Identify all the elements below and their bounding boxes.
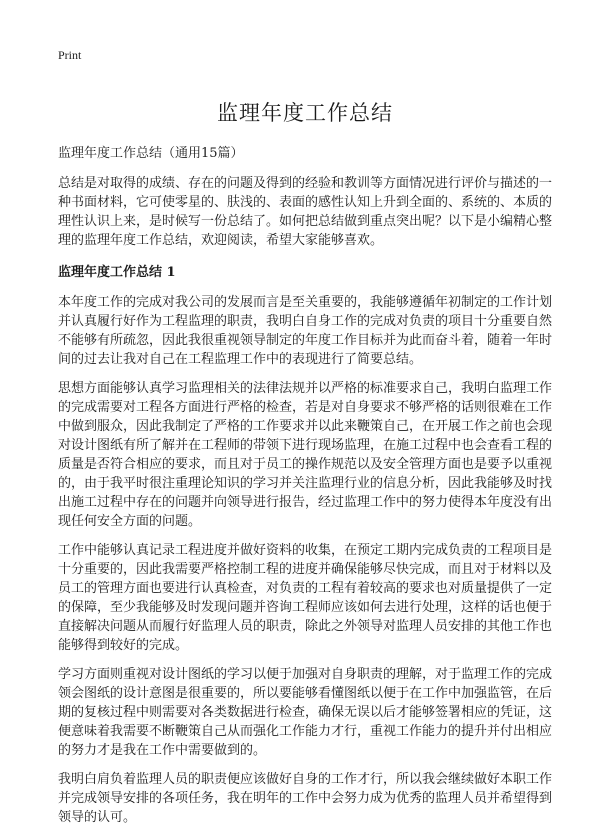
body-paragraph-2: 思想方面能够认真学习监理相关的法律法规并以严格的标准要求自己，我明白监理工作的完成需要对工程各方面进行严格的检查，若是对自身要求不够严格的话则很难在工作中做到服众，因此我制定了严格的工作要求并以此来鞭策自己，在开展工作之前也会现对设计图纸有所了解并在工程师的带领下进行现场监理，在施工过程中也会查看工程的质量是否符合相应的要求，而且对于员工的操作规范以及安全管理方面也是要予以重视的，由于我平时很注重理论知识的学习并关注监理行业的信息分析，因此我能够及时找出施工过程中存在的问题并向领导进行报告，经过监理工作中的努力使得本年度没有出现任何安全方面的问题。 (58, 381, 553, 529)
body-paragraph-3: 工作中能够认真记录工程进度并做好资料的收集，在预定工期内完成负责的工程项目是十分重要的，因此我需要严格控制工程的进度并确保能够尽快完成，而且对于材料以及员工的管理方面也要进行认真检查，对负责的工程有着较高的要求也对质量提供了一定的保障，至少我能够及时发现问题并咨询工程师应该如何去进行处理，这样的话也便于直接解决问题从而履行好监理人员的职责，除此之外领导对监理人员安排的其他工作也能够得到较好的完成。 (58, 543, 553, 653)
body-paragraph-1: 本年度工作的完成对我公司的发展而言是至关重要的，我能够遵循年初制定的工作计划并认真履行好作为工程监理的职责，我明白自身工作的完成对负责的项目十分重要自然不能够有所疏忽，因此我很重视领导制定的年度工作目标并为此而奋斗着，随着一年时间的过去让我对自己在工程监理工作中的表现进行了简要总结。 (58, 295, 553, 367)
body-paragraph-4: 学习方面则重视对设计图纸的学习以便于加强对自身职责的理解，对于监理工作的完成领会图纸的设计意图是很重要的，所以要能够看懂图纸以便于在工作中加强监管，在后期的复核过程中则需要对各类数据进行检查，确保无误以后才能够签署相应的凭证，这便意味着我需要不断鞭策自己从而强化工作能力才行，重视工作能力的提升并付出相应的努力才是我在工作中需要做到的。 (58, 667, 553, 758)
print-link[interactable]: Print (58, 48, 82, 62)
document-subtitle: 监理年度工作总结（通用15篇） (58, 146, 244, 161)
section-heading: 监理年度工作总结 1 (58, 265, 176, 280)
page-title: 监理年度工作总结 (217, 101, 393, 125)
body-paragraph-5: 我明白肩负着监理人员的职责便应该做好自身的工作才行，所以我会继续做好本职工作并完成领导安排的各项任务，我在明年的工作中会努力成为优秀的监理人员并希望得到领导的认可。 (58, 772, 553, 825)
intro-paragraph: 总结是对取得的成绩、存在的问题及得到的经验和教训等方面情况进行评价与描述的一种书面材料，它可使零星的、肤浅的、表面的感性认知上升到全面的、系统的、本质的理性认识上来，是时候写一份总结了。如何把总结做到重点突出呢？以下是小编精心整理的监理年度工作总结，欢迎阅读，希望大家能够喜欢。 (58, 176, 553, 248)
